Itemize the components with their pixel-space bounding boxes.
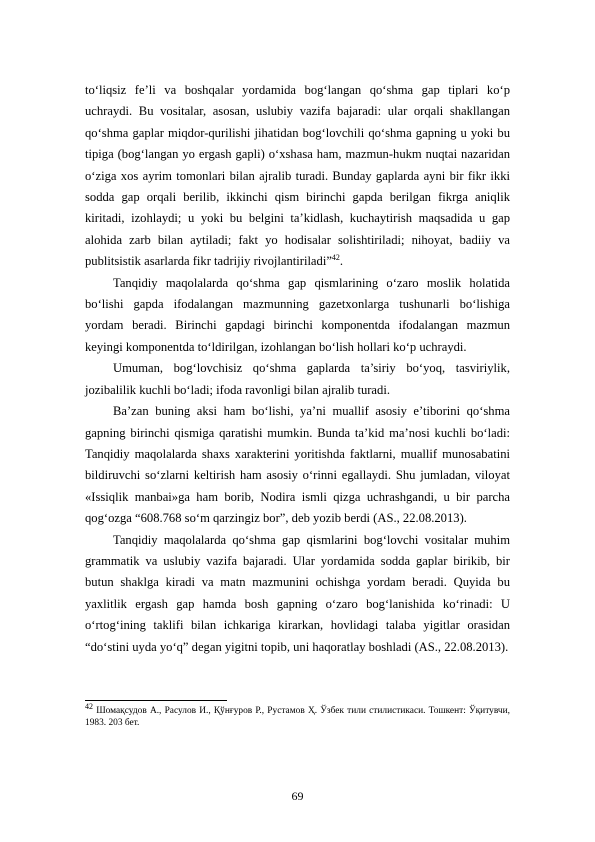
page-number: 69 (291, 789, 304, 803)
paragraph-2: Tanqidiy maqolalarda qo‘shma gap qismlarining o‘zaro moslik holatida bo‘lishi gapda ifodalangan mazmunning gazetxonlarga tushunarli bo‘lishiga yordam beradi. Birinchi gapdagi birinchi komponentda ifodalangan mazmun keyingi komponentda to‘ldirilgan, izohlangan bo‘lish hollari ko‘p uchraydi. (85, 275, 510, 354)
footnote-reference[interactable]: 42 (331, 253, 340, 263)
paragraph-5: Tanqidiy maqolalarda qo‘shma gap qismlarini bog‘lovchi vositalar muhim grammatik va uslubiy vazifa bajaradi. Ular yordamida sodda gaplar birikib, bir butun shaklga kiradi va matn mazmunini ochishga yordam beradi. Quyida bu yaxlitlik ergash gap hamda bosh gapning o‘zaro bog‘lanishida ko‘rinadi: U o‘rtog‘ining taklifi bilan ichkariga kirarkan, hovlidagi talaba yigitlar orasidan “do‘stini uyda yo‘q” degan yigitni topib, uni haqoratlay boshladi (AS., 22.08.2013). (85, 532, 510, 654)
paragraph-1: to‘liqsiz fe’li va boshqalar yordamida bog‘langan qo‘shma gap tiplari ko‘p uchraydi. Bu vositalar, asosan, uslubiy vazifa bajaradi: ular orqali shakllangan qo‘shma gaplar miqdor-qurilishi jihatidan bog‘lovchili qo‘shma gapning u yoki bu tipiga (bog‘langan yo ergash gapli) o‘xshasa ham, mazmun-hukm nuqtai nazaridan o‘ziga xos ayrim tomonlari bilan ajralib turadi. Bunday gaplarda ayni bir fikr ikki sodda gap orqali berilib, ikkinchi qism birinchi gapda berilgan fikrga aniqlik kiritadi, izohlaydi; u yoki bu belgini ta’kidlash, kuchaytirish maqsadida u gap alohida zarb bilan aytiladi; fakt yo hodisalar solishtiriladi; nihoyat, badiiy va publitsistik asarlarda fikr tadrijiy rivojlantiriladi”$^{42}$. (85, 83, 510, 269)
paragraph-4: Ba’zan buning aksi ham bo‘lishi, ya’ni muallif asosiy e’tiborini qo‘shma gapning birinchi qismiga qaratishi mumkin. Bunda ta’kid ma’nosi kuchli bo‘ladi: Tanqidiy maqolalarda shaxs xarakterini yoritishda faktlarni, muallif munosabatini bildiruvchi so‘zlarni keltirish ham asosiy o‘rinni egallaydi. Shu jumladan, viloyat «Issiqlik manbai»ga ham borib, Nodira ismli qizga uchrashgandi, u bir parcha qog‘ozga “608.768 so‘m qarzingiz bor”, deb yozib berdi (AS., 22.08.2013). (85, 404, 510, 526)
footnote-divider (85, 700, 227, 701)
footnote-number: 42 (85, 701, 93, 711)
footnote-text: Шомақсудов А., Расулов И., Қўнғуров Р., Рустамов Ҳ. Ўзбек тили стилистикаси. Тошкент: Ўқитувчи, 1983. 203 бет. (85, 706, 510, 729)
body-text (85, 80, 510, 658)
footnote (85, 701, 510, 730)
paragraph-3: Umuman, bog‘lovchisiz qo‘shma gaplarda ta’siriy bo‘yoq, tasviriylik, jozibalilik kuchli bo‘ladi; ifoda ravonligi bilan ajralib turadi. (85, 361, 510, 397)
